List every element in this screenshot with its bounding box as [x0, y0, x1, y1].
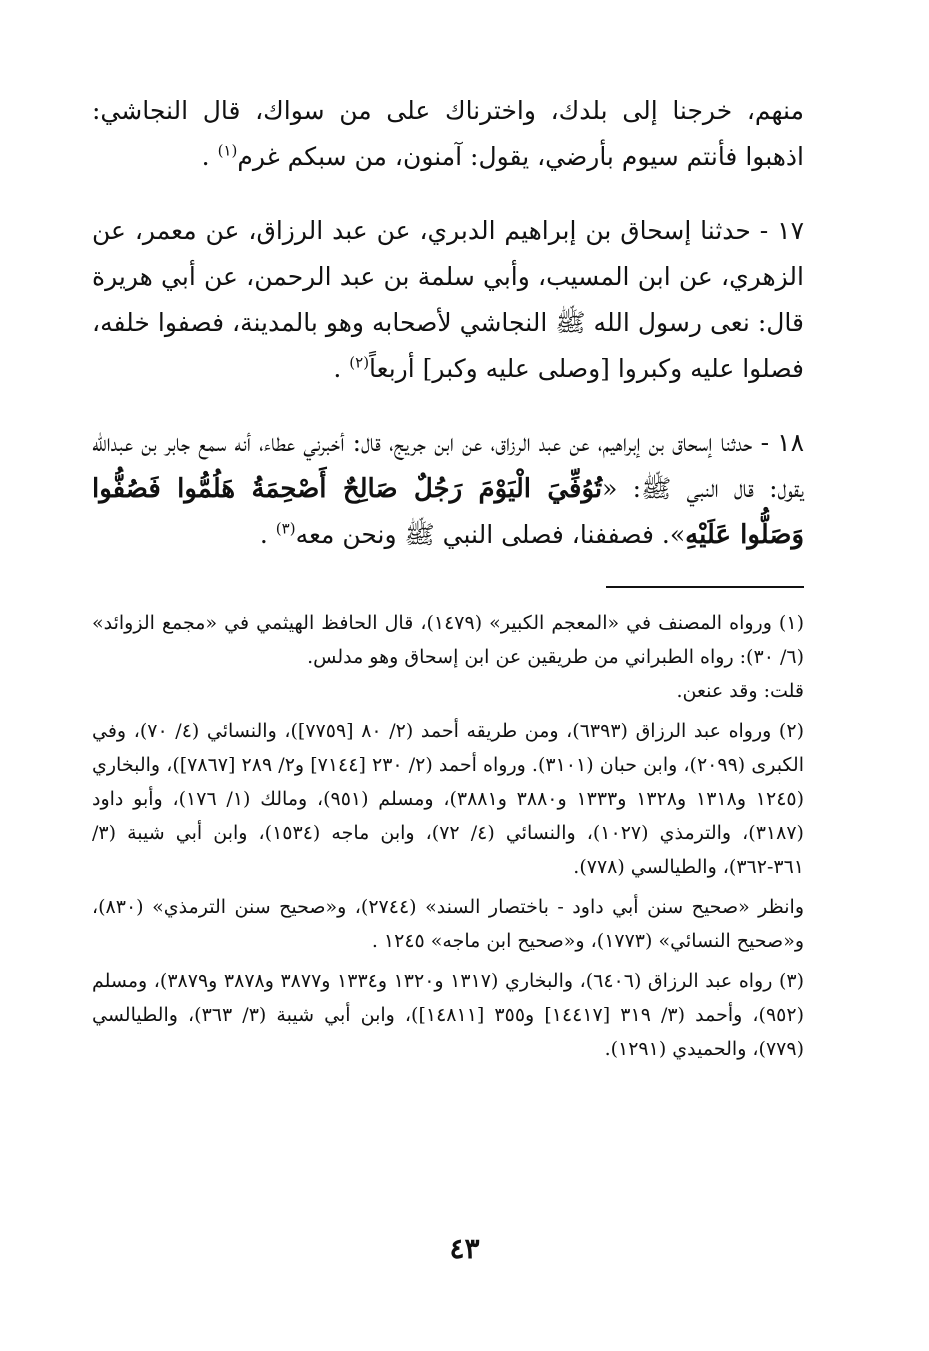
footnote-ref-1[interactable]: (١) [217, 141, 238, 160]
footnote-1-note: قلت: وقد عنعن. [676, 680, 804, 702]
hadith-17 [92, 208, 804, 392]
paragraph-end: . [201, 142, 210, 171]
prophetic-quote: تُوُفِّيَ الْيَوْمَ رَجُلٌ صَالِحٌ أَصْحِمَةُ هَلُمُّوا فَصُفُّوا وَصَلُّوا عَلَيْهِ [92, 474, 804, 550]
footnote-3: (٣) رواه عبد الرزاق (٦٤٠٦)، والبخاري (١٣١٧ و١٣٢٠ و١٣٣٤ و٣٨٧٧ و٣٨٧٨ و٣٨٧٩)، ومسلم (٩٥٢)، وأحمد (٣/ ٣١٩ [١٤٤١٧] و٣٥٥ [١٤٨١١])، وابن أبي شيبة (٣/ ٣٦٣)، والطيالسي (٧٧٩)، والحميدي (١٢٩١). [92, 970, 805, 1060]
hadith-18 [92, 420, 804, 558]
paragraph-text-before: ١٨ - حدثنا إسحاق بن إبراهيم، عن عبد الرزاق، عن ابن جريج، قال: أخبرني عطاء، أنه سمع جابر بن عبدالله يقول: قال النبي ﷺ: « [92, 428, 804, 503]
paragraph-continuation [92, 88, 804, 180]
paragraph-text-after: ». فصففنا، فصلى النبي ﷺ ونحن معه [295, 520, 686, 549]
book-page [92, 88, 804, 1066]
paragraph-text: ١٧ - حدثنا إسحاق بن إبراهيم الدبري، عن عبد الرزاق، عن معمر، عن الزهري، عن ابن المسيب، وأبي سلمة بن عبد الرحمن، عن أبي هريرة قال: نعى رسول الله ﷺ النجاشي لأصحابه وهو بالمدينة، فصفوا خلفه، فصلوا عليه وكبروا [وصلى عليه وكبر] أربعاً [92, 216, 804, 383]
paragraph-end: . [259, 520, 268, 549]
footnote-ref-2[interactable]: (٢) [349, 353, 370, 372]
page-number: ٤٣ [449, 1232, 480, 1265]
paragraph-text: منهم، خرجنا إلى بلدك، واخترناك على من سواك، قال النجاشي: اذهبوا فأنتم سيوم بأرضي، يقول: آمنون، من سبكم غرم [92, 96, 804, 171]
footnote-2-note: وانظر «صحيح سنن أبي داود - باختصار السند» (٢٧٤٤)، و«صحيح سنن الترمذي» (٨٣٠)، و«صحيح النسائي» (١٧٧٣)، و«صحيح ابن ماجه» ١٢٤٥ . [92, 896, 804, 952]
main-text [92, 88, 804, 558]
footnote-divider [606, 586, 804, 588]
footnote-1: (١) ورواه المصنف في «المعجم الكبير» (١٤٧٩)، قال الحافظ الهيثمي في «مجمع الزوائد» (٦/ ٣٠): رواه الطبراني من طريقين عن ابن إسحاق وهو مدلس. [92, 612, 804, 668]
paragraph-end: . [333, 354, 342, 383]
footnotes [92, 606, 804, 1066]
footnote-ref-3[interactable]: (٣) [275, 519, 296, 538]
footnote-2: (٢) ورواه عبد الرزاق (٦٣٩٣)، ومن طريقه أحمد (٢/ ٨٠ [٧٧٥٩])، والنسائي (٤/ ٧٠)، وفي الكبرى (٢٠٩٩)، وابن حبان (٣١٠١). ورواه أحمد (٢/ ٢٣٠ [٧١٤٤] و٢/ ٢٨٩ [٧٨٦٧])، والبخاري (١٢٤٥ و١٣١٨ و١٣٢٨ و١٣٣٣ و٣٨٨٠ و٣٨٨١)، ومسلم (٩٥١)، ومالك (١/ ١٧٦)، وأبو داود (٣١٨٧)، والترمذي (١٠٢٧)، والنسائي (٤/ ٧٢)، وابن ماجه (١٥٣٤)، وابن أبي شيبة (٣/ ٣٦١-٣٦٢)، والطيالسي (٧٧٨). [92, 720, 805, 878]
